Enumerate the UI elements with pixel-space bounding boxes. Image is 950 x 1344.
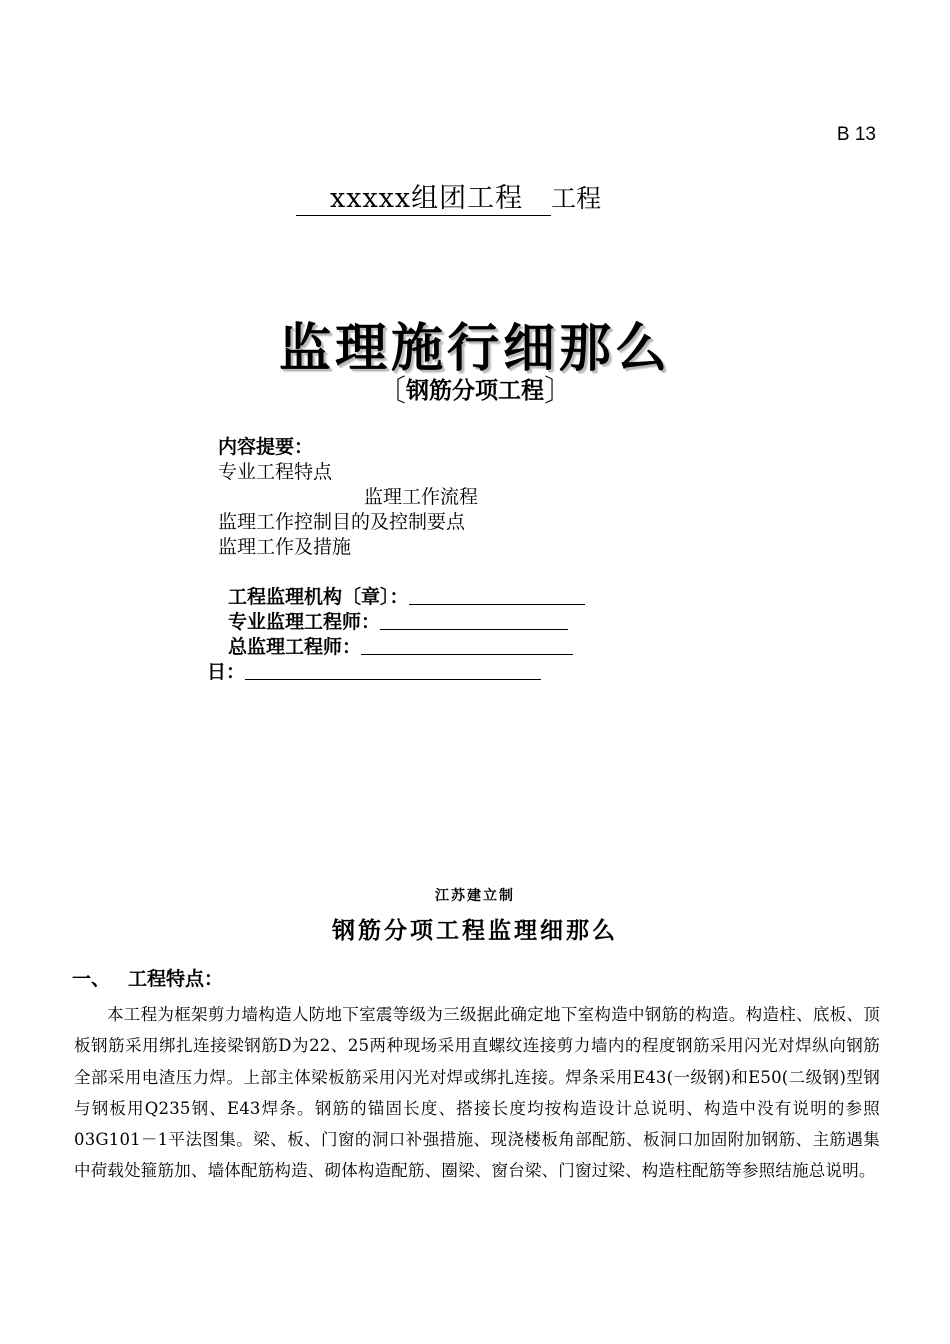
subtitle: [0, 366, 950, 410]
toc-item: 专业工程特点: [218, 461, 333, 483]
project-name: xxxxx组团工程: [296, 176, 551, 216]
toc-item: 监理工作流程: [364, 486, 479, 508]
specialist-signature-line: [380, 611, 568, 630]
agency-label: 工程监理机构〔章〕：: [228, 586, 409, 608]
document-title: 钢筋分项工程监理细那么: [332, 918, 618, 944]
form-code: B 13: [836, 124, 876, 145]
section-number: 一、: [72, 968, 111, 990]
date-line: [245, 661, 541, 680]
chief-label: 总监理工程师：: [228, 636, 362, 658]
subtitle-text: 钢筋分项工程: [406, 378, 544, 404]
issuer: 江苏建立制: [435, 888, 515, 904]
toc-item: 监理工作及措施: [218, 536, 352, 558]
toc-item: 监理工作控制目的及控制要点: [218, 511, 466, 533]
subtitle-open-bracket: 〔: [376, 374, 406, 409]
date-row: [207, 657, 541, 684]
specialist-signature-row: [228, 607, 568, 634]
date-label: 日：: [207, 661, 246, 683]
section-title: 工程特点：: [128, 968, 224, 990]
agency-signature-line: [409, 586, 585, 605]
body-paragraph: 本工程为框架剪力墙构造人防地下室震等级为三级据此确定地下室构造中钢筋的构造。构造柱、底板、顶板钢筋采用绑扎连接梁钢筋D为22、25两种现场采用直螺纹连接剪力墙内的程度钢筋采用闪光对焊纵向钢筋全部采用电渣压力焊。上部主体梁板筋采用闪光对焊或绑扎连接。焊条采用E43(一级钢)和E50(二级钢)型钢与钢板用Q235钢、E43焊条。钢筋的锚固长度、搭接长度均按构造设计总说明、构造中没有说明的参照03G101－1平法图集。梁、板、门窗的洞口补强措施、现浇楼板角部配筋、板洞口加固附加钢筋、主筋遇集中荷载处箍筋加、墙体配筋构造、砌体构造配筋、圈梁、窗台梁、门窗过梁、构造柱配筋等参照结施总说明。: [74, 1005, 880, 1181]
page-title: 监理施行细那么: [278, 319, 671, 379]
project-name-line: [296, 176, 601, 216]
specialist-label: 专业监理工程师：: [228, 611, 381, 633]
chief-signature-line: [361, 636, 573, 655]
subtitle-close-bracket: 〕: [544, 374, 574, 409]
agency-signature-row: [228, 582, 585, 609]
section-heading: [72, 964, 223, 991]
toc-heading: 内容提要：: [218, 436, 314, 458]
chief-signature-row: [228, 632, 573, 659]
project-suffix: 工程: [551, 184, 602, 213]
